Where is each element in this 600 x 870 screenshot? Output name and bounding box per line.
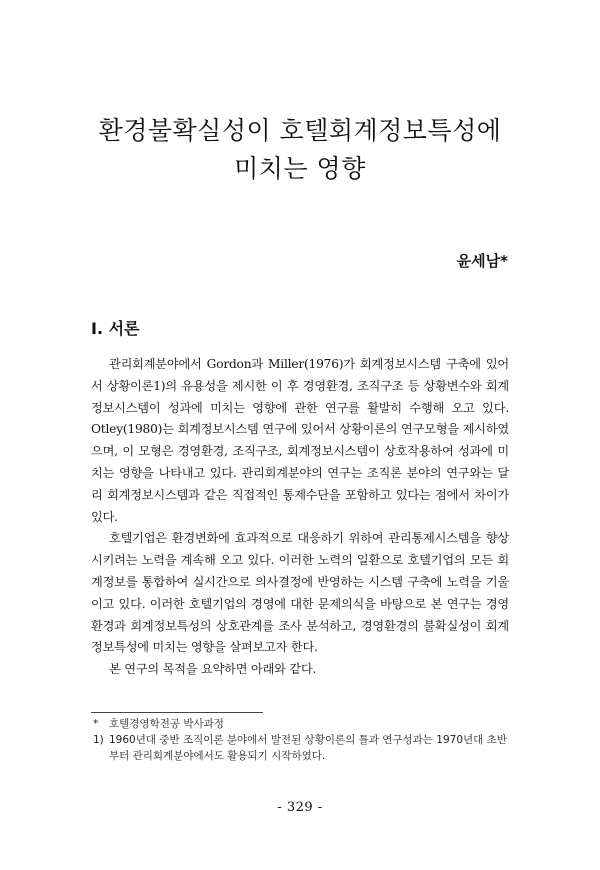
author-name: 윤세남* [456, 252, 508, 270]
page-number: - 329 - [277, 800, 323, 815]
footnote-divider [91, 712, 263, 713]
footnote-mark: * [93, 718, 99, 730]
footnote-text: 호텔경영학전공 박사과정 [109, 718, 224, 730]
footnote-1 [91, 732, 511, 764]
footnote-author [91, 716, 511, 732]
body-text [91, 354, 509, 681]
title-line-1: 환경불확실성이 호텔회계정보특성에 [98, 116, 502, 145]
footnotes [91, 716, 511, 764]
footnote-text: 1960년대 중반 조직이론 분야에서 발전된 상황이론의 틀과 연구성과는 1970년대 초반부터 관리회계분야에서도 활용되기 시작하였다. [109, 734, 507, 762]
title-line-2: 미치는 영향 [234, 154, 366, 183]
section-heading: Ⅰ. 서론 [91, 319, 140, 338]
paragraph-1: 관리회계분야에서 Gordon과 Miller(1976)가 회계정보시스템 구축에 있어서 상황이론1)의 유용성을 제시한 이 후 경영환경, 조직구조 등 상황변수와 회계정보시스템이 성과에 미치는 영향에 관한 연구를 활발히 수행해 오고 있다. Otley(1980)는 회계정보시스템 연구에 있어서 상황이론의 연구모형을 제시하였으며, 이 모형은 경영환경, 조직구조, 회계정보시스템이 상호작용하여 성과에 미치는 영향을 나타내고 있다. 관리회계분야의 연구는 조직론 분야의 연구와는 달리 회계정보시스템과 같은 직접적인 통제수단을 포함하고 있다는 점에서 차이가 있다. [91, 357, 509, 524]
paragraph-2: 호텔기업은 환경변화에 효과적으로 대응하기 위하여 관리통제시스템을 향상시키려는 노력을 계속해 오고 있다. 이러한 노력의 일환으로 호텔기업의 모든 회계정보를 통합하여 실시간으로 의사결정에 반영하는 시스템 구축에 노력을 기울이고 있다. 이러한 호텔기업의 경영에 대한 문제의식을 바탕으로 본 연구는 경영환경과 회계정보특성의 상호관계를 조사 분석하고, 경영환경의 불확실성이 회계정보특성에 미치는 영향을 살펴보고자 한다. [91, 531, 509, 655]
paragraph-3: 본 연구의 목적을 요약하면 아래와 같다. [109, 662, 317, 677]
paper-title [60, 112, 540, 188]
footnote-mark: 1) [93, 734, 104, 746]
